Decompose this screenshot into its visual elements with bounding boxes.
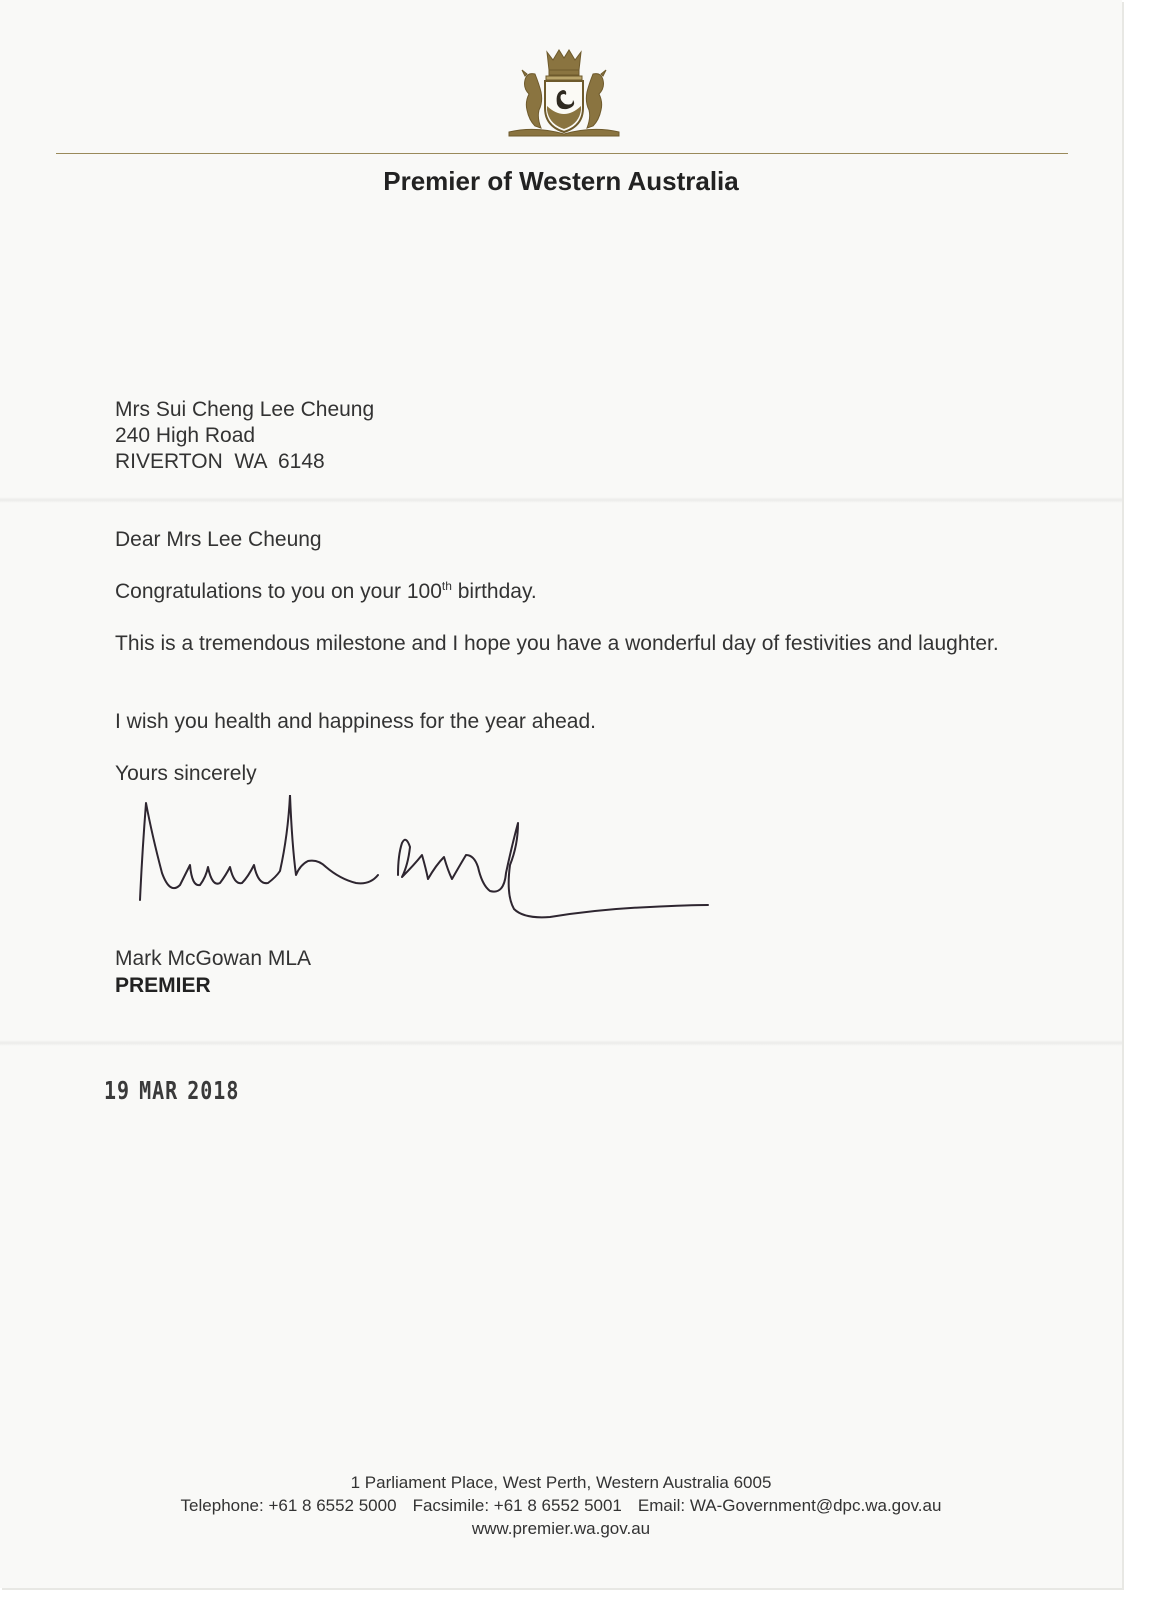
footer-contact bbox=[0, 1496, 1122, 1516]
date-stamp bbox=[104, 1075, 248, 1105]
paragraph-congratulations bbox=[115, 579, 537, 605]
paper-fold-line bbox=[0, 497, 1122, 503]
handwritten-signature bbox=[130, 795, 730, 945]
paragraph-milestone: This is a tremendous milestone and I hope you have a wonderful day of festivities and laughter. bbox=[115, 632, 999, 655]
recipient-street: 240 High Road bbox=[115, 424, 256, 447]
recipient-name: Mrs Sui Cheng Lee Cheung bbox=[115, 398, 375, 421]
footer-address: 1 Parliament Place, West Perth, Western Australia 6005 bbox=[350, 1473, 772, 1492]
date-stamp-month: MAR bbox=[139, 1075, 179, 1105]
ordinal-suffix: th bbox=[441, 579, 452, 593]
paper-fold-line bbox=[0, 1040, 1122, 1046]
footer-telephone: Telephone: +61 8 6552 5000 bbox=[180, 1496, 397, 1515]
footer-website: www.premier.wa.gov.au bbox=[471, 1519, 651, 1538]
paragraph-text: Congratulations to you on your 100 bbox=[115, 580, 442, 603]
signer-name: Mark McGowan MLA bbox=[115, 947, 312, 970]
salutation: Dear Mrs Lee Cheung bbox=[115, 528, 322, 551]
date-stamp-year: 2018 bbox=[187, 1075, 240, 1105]
letterhead-title: Premier of Western Australia bbox=[383, 166, 739, 196]
recipient-locality: RIVERTON WA 6148 bbox=[115, 450, 325, 473]
letterhead-rule bbox=[56, 153, 1068, 154]
recipient-address bbox=[115, 397, 374, 475]
paragraph-wishes: I wish you health and happiness for the year ahead. bbox=[115, 710, 596, 733]
date-stamp-day: 19 bbox=[104, 1075, 131, 1105]
paragraph-text: birthday. bbox=[451, 580, 537, 603]
wa-coat-of-arms-icon bbox=[505, 48, 623, 140]
signer-title: PREMIER bbox=[115, 974, 211, 997]
footer-email: Email: WA-Government@dpc.wa.gov.au bbox=[637, 1496, 942, 1515]
footer-facsimile: Facsimile: +61 8 6552 5001 bbox=[412, 1496, 622, 1515]
closing: Yours sincerely bbox=[115, 762, 257, 785]
